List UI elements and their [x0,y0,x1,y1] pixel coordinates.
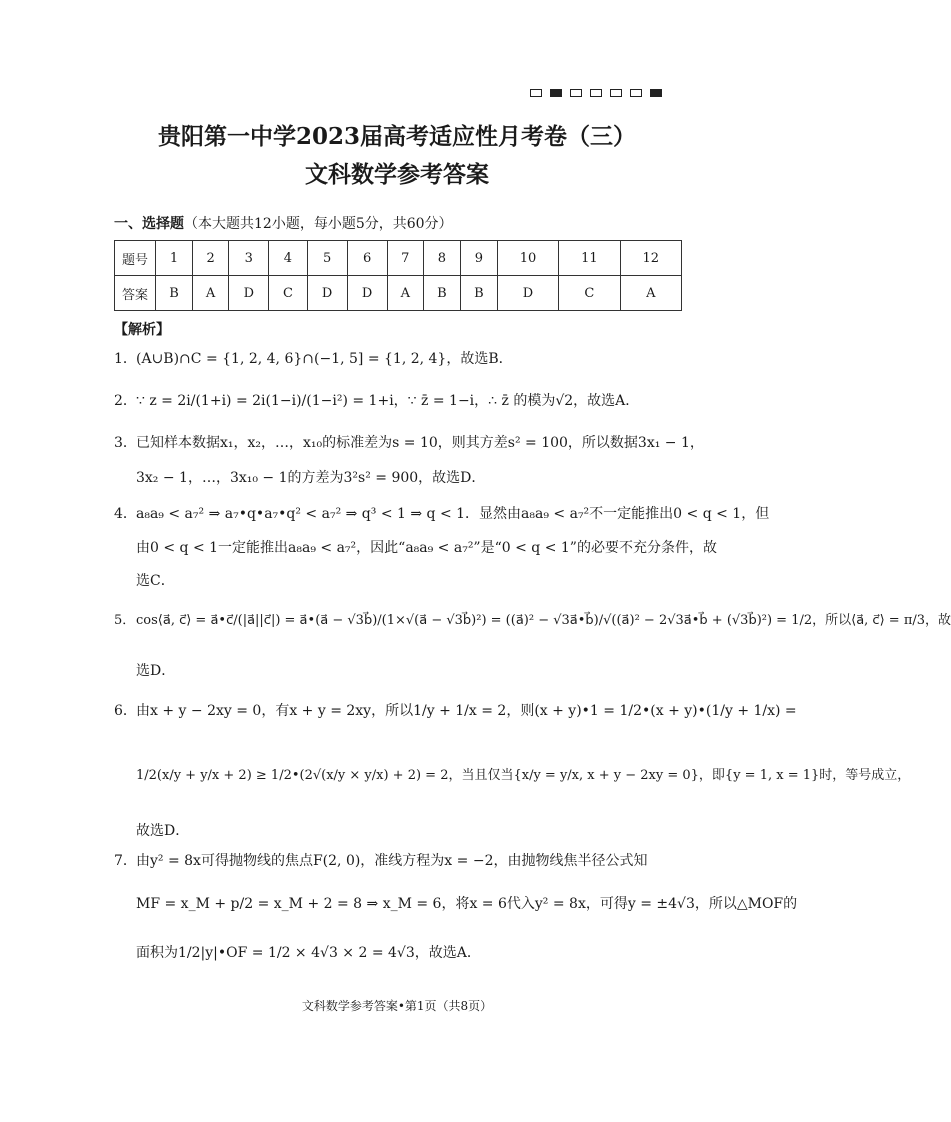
table-cell: D [347,276,387,311]
solution-item-5 [114,611,951,631]
solution-item-4 [114,504,769,524]
table-cell: 1 [156,241,193,276]
section-note: （本大题共12小题，每小题5分，共60分） [184,216,453,232]
solution-item-1 [114,349,513,369]
table-cell: D [229,276,269,311]
header-mark [590,89,602,97]
header-mark [610,89,622,97]
table-cell: D [307,276,347,311]
item-line: 故选D． [136,823,190,839]
table-cell: 3 [229,241,269,276]
table-cell: C [269,276,307,311]
item-line: 由y² = 8x可得抛物线的焦点F(2, 0)，准线方程为x = −2，由抛物线焦半径公式知 [136,853,648,869]
item-number: 5． [114,613,136,628]
section-heading [114,213,453,233]
item-number: 1． [114,351,137,367]
table-cell: 10 [497,241,558,276]
table-cell: D [497,276,558,311]
table-cell: 12 [620,241,681,276]
analysis-label: 【解析】 [114,322,170,338]
header-mark [650,89,662,97]
header-mark [550,89,562,97]
item-number: 6． [114,703,137,719]
item-line: MF = x_M + p/2 = x_M + 2 = 8 ⇒ x_M = 6，将x = 6代入y² = 8x，可得y = ±4√3，所以△MOF的 [136,896,798,912]
solution-item-3 [114,433,704,453]
item-line: 3x₂ − 1，…，3x₁₀ − 1的方差为3²s² = 900，故选D． [136,470,486,486]
item-line: 由0 < q < 1一定能推出a₈a₉ < a₇²，因此“a₈a₉ < a₇²”是“0 < q < 1”的必要不充分条件，故 [136,540,717,556]
table-cell: B [423,276,460,311]
header-mark [530,89,542,97]
item-line: 选D． [136,663,176,679]
item-line: 由x + y − 2xy = 0，有x + y = 2xy，所以1/y + 1/x = 2，则(x + y)•1 = 1/2•(x + y)•(1/y + 1/x) = [136,703,797,719]
table-row [115,276,682,311]
item-line: cos⟨a⃗, c⃗⟩ = a⃗•c⃗/(|a⃗||c⃗|) = a⃗•(a⃗ − √3b⃗)/(1×√(a⃗ − √3b⃗)²) = ((a⃗)² − √3a⃗•b⃗)/√((a⃗)² − 2√3a⃗•b⃗ + (√3b⃗)²) = 1/2，所以⟨a⃗, c⃗⟩ = π/3，故 [136,613,951,628]
table-cell: B [460,276,497,311]
header-marks [530,89,662,97]
table-cell: 4 [269,241,307,276]
table-cell: A [192,276,228,311]
table-cell: 5 [307,241,347,276]
table-cell: 7 [387,241,423,276]
page-footer: 文科数学参考答案•第1页（共8页） [301,999,493,1013]
table-row [115,241,682,276]
header-mark [570,89,582,97]
item-line: 面积为1/2|y|•OF = 1/2 × 4√3 × 2 = 4√3，故选A． [136,945,481,961]
table-cell: 2 [192,241,228,276]
page-title: 贵阳第一中学2023届高考适应性月考卷（三） [157,123,636,150]
answer-table [114,240,682,311]
solution-item-7 [114,851,647,871]
item-number: 4． [114,506,137,522]
item-line: a₈a₉ < a₇² ⇒ a₇•q•a₇•q² < a₇² ⇒ q³ < 1 ⇒ q < 1．显然由a₈a₉ < a₇²不一定能推出0 < q < 1，但 [136,506,770,522]
item-line: 1/2(x/y + y/x + 2) ≥ 1/2•(2√(x/y × y/x) + 2) = 2，当且仅当{x/y = y/x, x + y − 2xy = 0}，即{y = 1, x = 1}时，等号成立， [136,768,911,783]
item-number: 7． [114,853,137,869]
item-line: (A∪B)∩C = {1, 2, 4, 6}∩(−1, 5] = {1, 2, 4}，故选B． [136,351,513,367]
item-line: 已知样本数据x₁，x₂，…，x₁₀的标准差为s = 10，则其方差s² = 100，所以数据3x₁ − 1， [136,435,704,451]
item-line: ∵ z = 2i/(1+i) = 2i(1−i)/(1−i²) = 1+i，∵ z̄ = 1−i，∴ z̄ 的模为√2，故选A． [136,393,640,409]
item-line: 选C． [136,573,175,589]
table-cell: 11 [559,241,620,276]
item-number: 2． [114,393,137,409]
table-cell: C [559,276,620,311]
table-cell: 8 [423,241,460,276]
item-number: 3． [114,435,137,451]
row-header-number: 题号 [115,241,156,276]
solution-item-2 [114,391,639,411]
table-cell: A [387,276,423,311]
table-cell: 6 [347,241,387,276]
header-mark [630,89,642,97]
section-title: 一、选择题 [114,216,184,232]
table-cell: B [156,276,193,311]
table-cell: 9 [460,241,497,276]
table-cell: A [620,276,681,311]
row-header-answer: 答案 [115,276,156,311]
page-subtitle: 文科数学参考答案 [305,161,489,188]
solution-item-6 [114,701,797,721]
